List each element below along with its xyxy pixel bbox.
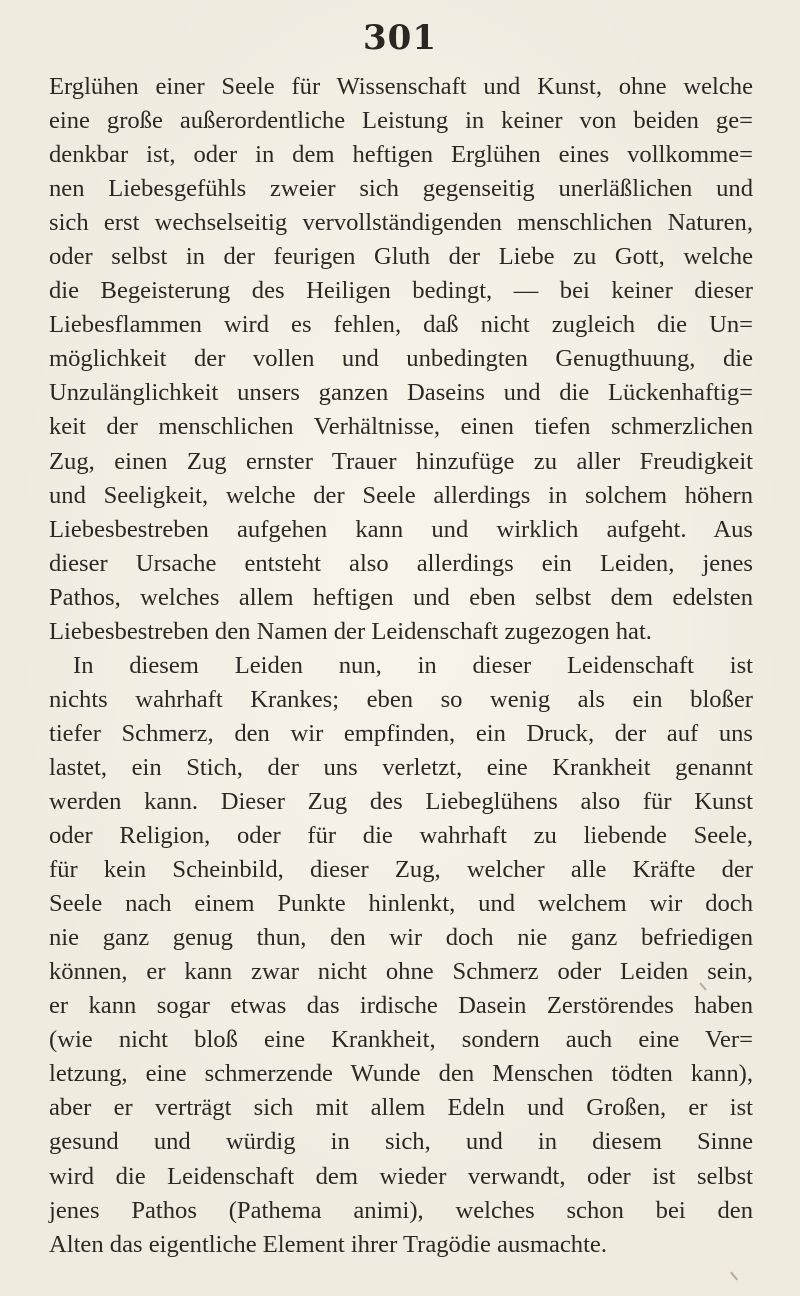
text-line: Liebesflammen wird es fehlen, daß nicht zugleich die Un= — [49, 311, 753, 339]
text-line: Seele nach einem Punkte hinlenkt, und welchem wir doch — [49, 890, 753, 918]
text-line: sich erst wechselseitig vervollständigenden menschlichen Naturen, — [49, 209, 753, 237]
text-line: und Seeligkeit, welche der Seele allerdings in solchem höhern — [49, 481, 753, 509]
text-line: können, er kann zwar nicht ohne Schmerz oder Leiden sein, — [49, 958, 753, 986]
text-line: möglichkeit der vollen und unbedingten Genugthuung, die — [49, 345, 753, 373]
text-line: jenes Pathos (Pathema animi), welches schon bei den — [49, 1196, 753, 1224]
text-line: Alten das eigentliche Element ihrer Tragödie ausmachte. — [49, 1230, 607, 1258]
stray-ink-mark — [730, 1272, 738, 1281]
text-line: gesund und würdig in sich, und in diesem Sinne — [49, 1128, 753, 1156]
text-line: nichts wahrhaft Krankes; eben so wenig als ein bloßer — [49, 685, 753, 713]
text-line: oder selbst in der feurigen Gluth der Liebe zu Gott, welche — [49, 243, 753, 271]
page-number: 301 — [363, 18, 437, 58]
text-line: er kann sogar etwas das irdische Dasein Zerstörendes haben — [49, 992, 753, 1020]
text-line: lastet, ein Stich, der uns verletzt, eine Krankheit genannt — [49, 753, 753, 781]
text-line: Unzulänglichkeit unsers ganzen Daseins und die Lückenhaftig= — [49, 379, 753, 407]
text-line: nen Liebesgefühls zweier sich gegenseitig unerläßlichen und — [49, 175, 753, 203]
text-line: tiefer Schmerz, den wir empfinden, ein Druck, der auf uns — [49, 719, 753, 747]
text-line: (wie nicht bloß eine Krankheit, sondern auch eine Ver= — [49, 1026, 753, 1054]
text-line: Pathos, welches allem heftigen und eben selbst dem edelsten — [49, 583, 753, 611]
text-line: nie ganz genug thun, den wir doch nie ganz befriedigen — [49, 924, 753, 952]
text-line: aber er verträgt sich mit allem Edeln und Großen, er ist — [49, 1094, 753, 1122]
text-line: letzung, eine schmerzende Wunde den Menschen tödten kann), — [49, 1060, 753, 1088]
text-line: Liebesbestreben den Namen der Leidenschaft zugezogen hat. — [49, 617, 652, 645]
text-line: keit der menschlichen Verhältnisse, einen tiefen schmerzlichen — [49, 413, 753, 441]
text-line: Liebesbestreben aufgehen kann und wirklich aufgeht. Aus — [49, 515, 753, 543]
text-line: In diesem Leiden nun, in dieser Leidenschaft ist — [73, 651, 753, 679]
text-line: wird die Leidenschaft dem wieder verwandt, oder ist selbst — [49, 1162, 753, 1190]
text-line: die Begeisterung des Heiligen bedingt, — bei keiner dieser — [49, 277, 753, 305]
text-line: oder Religion, oder für die wahrhaft zu liebende Seele, — [49, 822, 753, 850]
text-line: dieser Ursache entsteht also allerdings ein Leiden, jenes — [49, 549, 753, 577]
text-line: Erglühen einer Seele für Wissenschaft und Kunst, ohne welche — [49, 73, 753, 100]
text-line: Zug, einen Zug ernster Trauer hinzufüge zu aller Freudigkeit — [49, 447, 753, 475]
text-line: für kein Scheinbild, dieser Zug, welcher alle Kräfte der — [49, 856, 753, 884]
body-text — [49, 70, 753, 1262]
text-line: denkbar ist, oder in dem heftigen Erglühen eines vollkomme= — [49, 141, 753, 169]
text-line: eine große außerordentliche Leistung in keiner von beiden ge= — [49, 107, 753, 135]
text-line: werden kann. Dieser Zug des Liebeglühens also für Kunst — [49, 787, 753, 815]
